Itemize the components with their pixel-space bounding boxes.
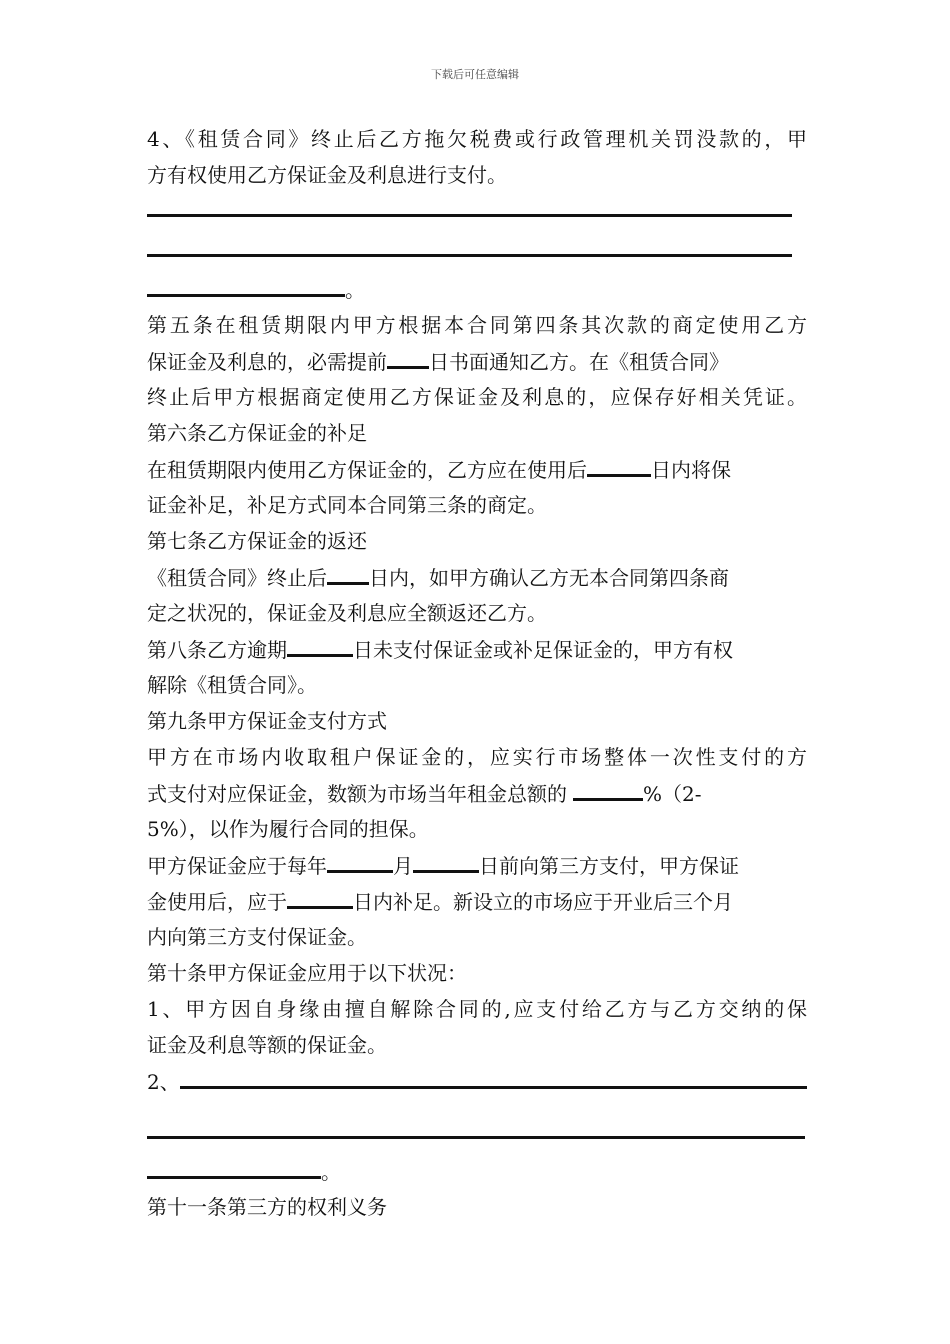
text: 第八条乙方逾期 [147, 638, 287, 662]
fill-in-blank [180, 1068, 807, 1089]
article-9-line-4 [147, 852, 739, 879]
article-5-line-3: 终止后甲方根据商定使用乙方保证金及利息的，应保存好相关凭证。 [147, 385, 807, 409]
article-10-line-2: 证金及利息等额的保证金。 [147, 1033, 387, 1057]
month-blank [327, 852, 393, 873]
text: 金使用后，应于 [147, 890, 287, 914]
article-10-item-2 [147, 1068, 807, 1095]
text: 《租赁合同》终止后 [147, 566, 327, 590]
day-blank [413, 852, 479, 873]
text: 日未支付保证金或补足保证金的，甲方有权 [353, 638, 733, 662]
article-7-line-2: 定之状况的，保证金及利息应全额返还乙方。 [147, 601, 547, 625]
text: 日内补足。新设立的市场应于开业后三个月 [353, 890, 733, 914]
clause-4-line-2: 方有权使用乙方保证金及利息进行支付。 [147, 163, 507, 187]
fill-in-blank [147, 1158, 321, 1179]
page-header: 下载后可任意编辑 [431, 68, 519, 81]
fill-in-line-3 [147, 276, 365, 303]
percent-blank [573, 780, 643, 801]
article-9-line-1: 甲方在市场内收取租户保证金的，应实行市场整体一次性支付的方 [147, 745, 807, 769]
article-7-line-1 [147, 564, 729, 591]
text: 2、 [147, 1070, 180, 1094]
text: 保证金及利息的，必需提前 [147, 350, 387, 374]
fill-in-rule-4 [147, 1136, 805, 1139]
period: 。 [321, 1160, 341, 1184]
text: 式支付对应保证金，数额为市场当年租金总额的 [147, 782, 567, 806]
article-8-line-1 [147, 636, 733, 663]
article-10-title: 第十条甲方保证金应用于以下状况： [147, 961, 467, 985]
text: %（2- [643, 782, 702, 806]
fill-in-rule-2 [147, 254, 792, 257]
text: 日内，如甲方确认乙方无本合同第四条商 [369, 566, 729, 590]
days-blank [587, 456, 651, 477]
text: 在租赁期限内使用乙方保证金的，乙方应在使用后 [147, 458, 587, 482]
text: 日前向第三方支付，甲方保证 [479, 854, 739, 878]
article-5-line-1: 第五条在租赁期限内甲方根据本合同第四条其次款的商定使用乙方 [147, 313, 807, 337]
period: 。 [345, 278, 365, 302]
days-blank [287, 636, 353, 657]
days-blank [287, 888, 353, 909]
article-9-line-3: 5%），以作为履行合同的担保。 [147, 817, 429, 841]
article-8-line-2: 解除《租赁合同》。 [147, 673, 317, 697]
text: 日内将保 [651, 458, 731, 482]
article-9-line-6: 内向第三方支付保证金。 [147, 925, 367, 949]
article-10-line-1: 1、甲方因自身缘由擅自解除合同的,应支付给乙方与乙方交纳的保 [147, 997, 807, 1021]
text: 月 [393, 854, 413, 878]
days-blank [387, 348, 429, 369]
fill-in-rule-1 [147, 214, 792, 217]
article-6-title: 第六条乙方保证金的补足 [147, 421, 367, 445]
days-blank [327, 564, 369, 585]
article-7-title: 第七条乙方保证金的返还 [147, 529, 367, 553]
article-9-title: 第九条甲方保证金支付方式 [147, 709, 387, 733]
fill-in-blank [147, 276, 345, 297]
article-6-line-1 [147, 456, 731, 483]
fill-in-line-5 [147, 1158, 341, 1185]
text: 日书面通知乙方。在《租赁合同》 [429, 350, 729, 374]
article-6-line-2: 证金补足，补足方式同本合同第三条的商定。 [147, 493, 547, 517]
clause-4-line-1: 4、《租赁合同》终止后乙方拖欠税费或行政管理机关罚没款的，甲 [147, 127, 807, 151]
article-9-line-2 [147, 780, 702, 807]
article-11-title: 第十一条第三方的权利义务 [147, 1195, 387, 1219]
text: 甲方保证金应于每年 [147, 854, 327, 878]
article-9-line-5 [147, 888, 733, 915]
article-5-line-2 [147, 348, 729, 375]
